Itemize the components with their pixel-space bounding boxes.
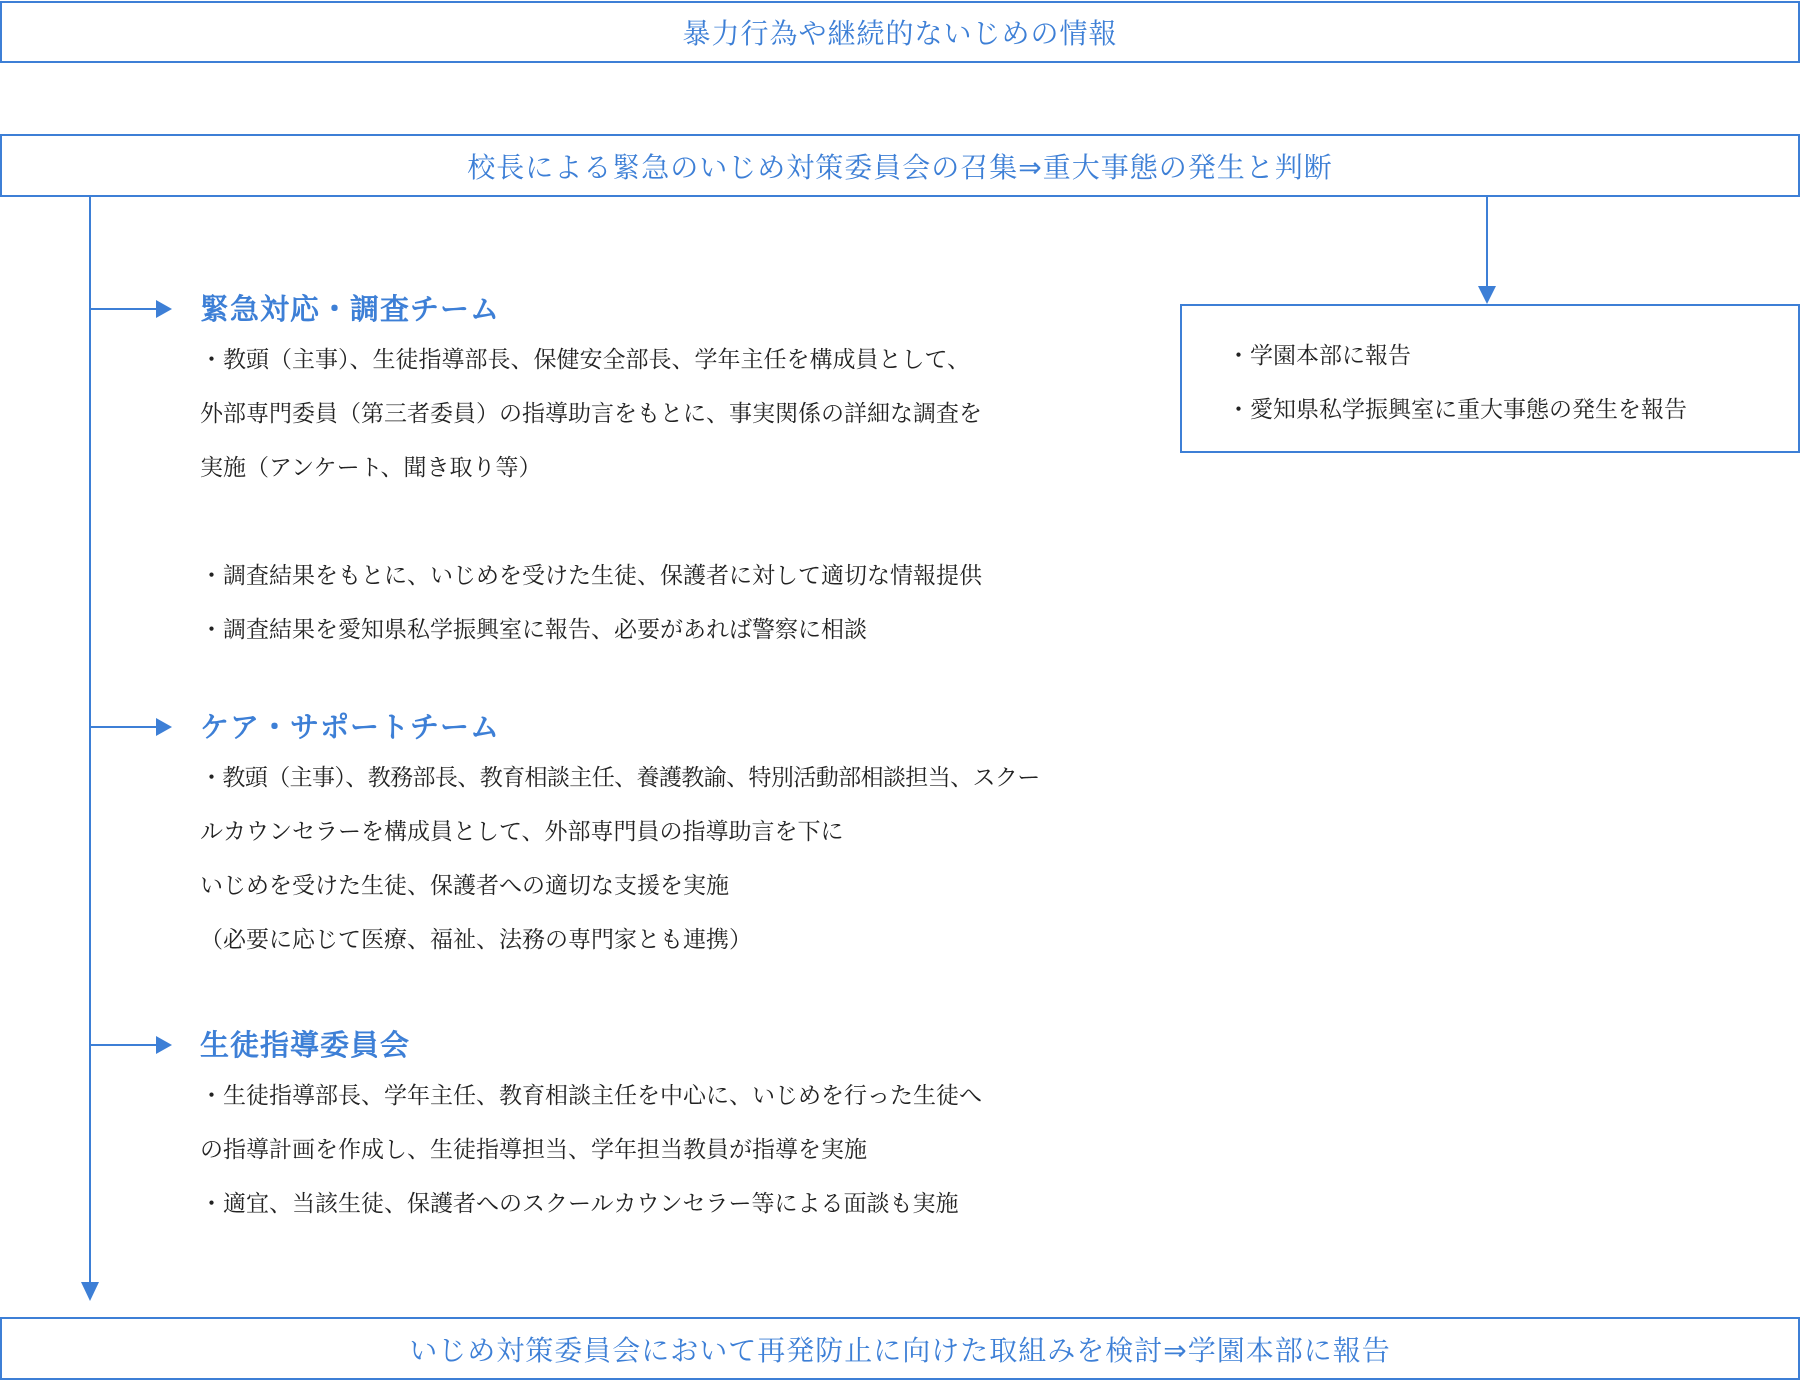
section-line: ・教頭（主事）、教務部長、教育相談主任、養護教諭、特別活動部相談担当、スクー bbox=[200, 765, 1040, 791]
report-list bbox=[1227, 329, 1798, 437]
section-line: ・調査結果を愛知県私学振興室に報告、必要があれば警察に相談 bbox=[200, 617, 867, 643]
section-line: ・教頭（主事）、生徒指導部長、保健安全部長、学年主任を構成員として、 bbox=[200, 347, 971, 373]
section-line: 実施（アンケート、聞き取り等） bbox=[200, 455, 542, 481]
report-item: ・学園本部に報告 bbox=[1227, 343, 1411, 369]
care-support-team-section bbox=[200, 707, 1160, 967]
section-line: の指導計画を作成し、生徒指導担当、学年担当教員が指導を実施 bbox=[200, 1137, 867, 1163]
principal-convene-text: 校長による緊急のいじめ対策委員会の召集⇒重大事態の発生と判断 bbox=[467, 150, 1333, 184]
bottom-conclusion-text: いじめ対策委員会において再発防止に向けた取組みを検討⇒学園本部に報告 bbox=[409, 1333, 1391, 1367]
section-line: （必要に応じて医療、福祉、法務の専門家とも連携） bbox=[200, 927, 752, 953]
arrow-to-section-2 bbox=[156, 718, 172, 736]
section-line: 外部専門委員（第三者委員）の指導助言をもとに、事実関係の詳細な調査を bbox=[200, 401, 982, 427]
principal-convene-box bbox=[0, 134, 1800, 197]
arrow-to-bottom-box bbox=[81, 1282, 99, 1301]
student-guidance-committee-section bbox=[200, 1025, 1160, 1231]
section-line: ルカウンセラーを構成員として、外部専門員の指導助言を下に bbox=[200, 819, 844, 845]
section-spacer bbox=[200, 495, 1160, 549]
arrow-to-section-3 bbox=[156, 1036, 172, 1054]
arrow-to-report-box bbox=[1478, 286, 1496, 304]
section-line: ・調査結果をもとに、いじめを受けた生徒、保護者に対して適切な情報提供 bbox=[200, 563, 982, 589]
top-info-text: 暴力行為や継続的ないじめの情報 bbox=[682, 17, 1118, 50]
section-heading: 緊急対応・調査チーム bbox=[200, 292, 501, 326]
section-body bbox=[200, 333, 1160, 657]
arrow-to-section-1 bbox=[156, 300, 172, 318]
bottom-conclusion-box bbox=[0, 1317, 1800, 1380]
section-line: ・生徒指導部長、学年主任、教育相談主任を中心に、いじめを行った生徒へ bbox=[200, 1083, 982, 1109]
top-info-box bbox=[0, 1, 1800, 63]
section-line: いじめを受けた生徒、保護者への適切な支援を実施 bbox=[200, 873, 729, 899]
section-heading: 生徒指導委員会 bbox=[200, 1028, 411, 1062]
emergency-investigation-team-section bbox=[200, 289, 1160, 657]
report-box bbox=[1180, 304, 1800, 453]
section-body bbox=[200, 751, 1160, 967]
section-body bbox=[200, 1069, 1160, 1231]
report-item: ・愛知県私学振興室に重大事態の発生を報告 bbox=[1227, 397, 1687, 423]
section-heading: ケア・サポートチーム bbox=[200, 710, 501, 744]
section-line: ・適宜、当該生徒、保護者へのスクールカウンセラー等による面談も実施 bbox=[200, 1191, 959, 1217]
